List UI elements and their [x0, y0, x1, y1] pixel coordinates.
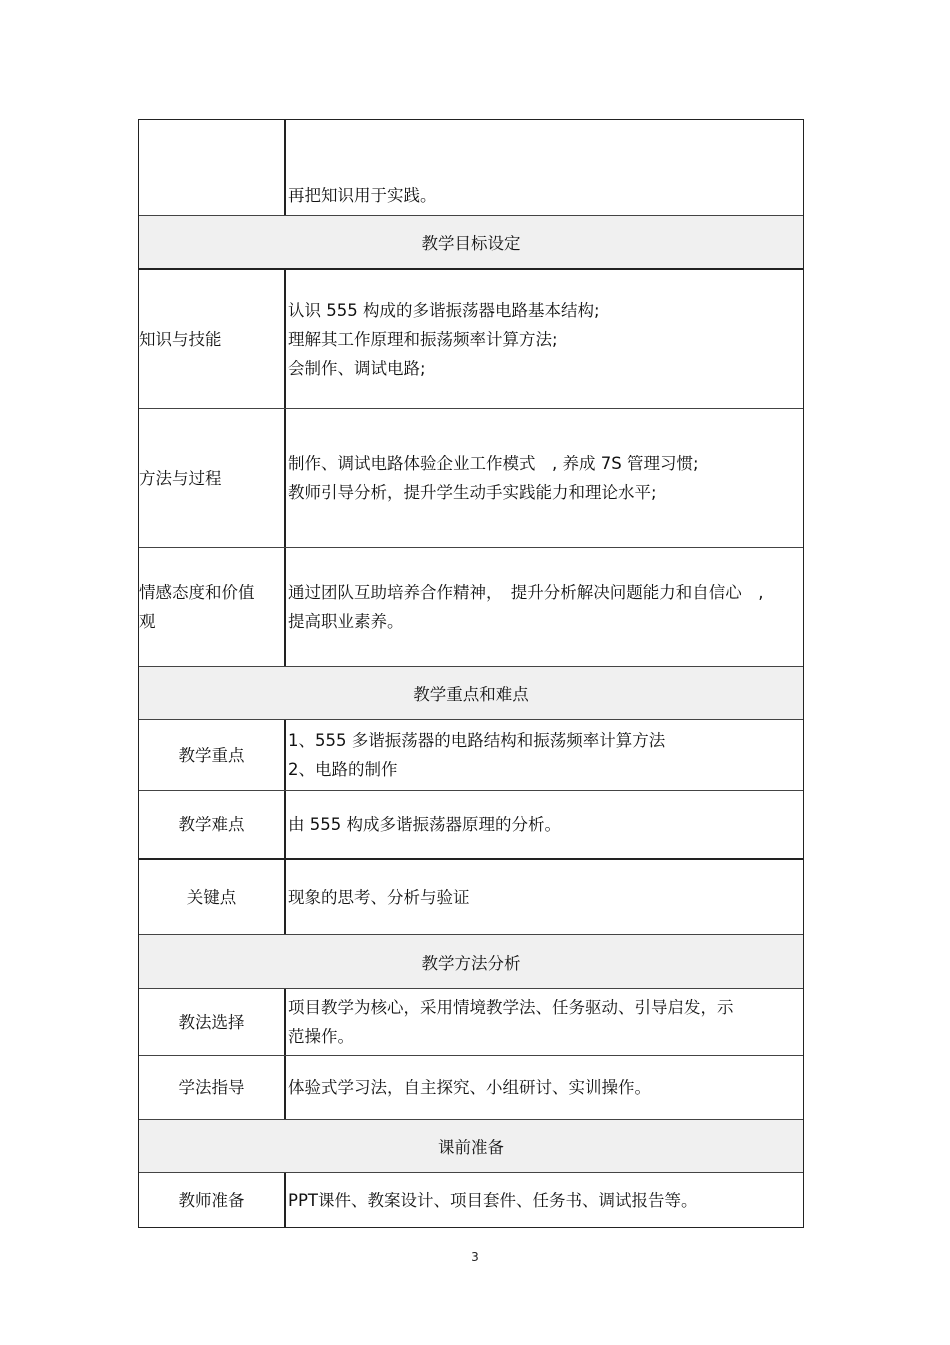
content-cell: [286, 1173, 803, 1227]
table-row-process: [139, 409, 803, 548]
row-label-cell: [139, 548, 286, 666]
row-label: 教学难点: [178, 815, 245, 834]
table-row-difficulty: [139, 791, 803, 860]
content-cell: [286, 409, 803, 547]
row-label: 关键点: [186, 887, 237, 907]
lesson-plan-table: [138, 119, 804, 1228]
row-label-cell: [139, 989, 286, 1055]
content-line: 制作、调试电路体验企业工作模式 , 养成 7S 管理习惯;: [288, 454, 699, 473]
empty-label-cell: [139, 120, 286, 215]
content-cell: [286, 548, 803, 666]
content-cell: [286, 791, 803, 858]
content-cell: [286, 720, 803, 790]
content-line: 通过团队互助培养合作精神， 提升分析解决问题能力和自信心 ,: [288, 583, 764, 602]
section-header-preparation: [139, 1120, 803, 1173]
row-label-cell: [139, 409, 286, 547]
content-cell: [286, 989, 803, 1055]
content-text: 由 555 构成多谐振荡器原理的分析。: [288, 815, 561, 834]
table-row-teaching-method: [139, 989, 803, 1056]
row-label-cell: [139, 1173, 286, 1227]
content-text: 体验式学习法，自主探究、小组研讨、实训操作。: [288, 1078, 651, 1097]
content-line: 认识 555 构成的多谐振荡器电路基本结构;: [288, 300, 600, 320]
table-row-focus: [139, 720, 803, 791]
content-text: PPT课件、教案设计、项目套件、任务书、调试报告等。: [288, 1190, 698, 1210]
content-line: 范操作。: [288, 1027, 354, 1046]
row-label-cell: [139, 270, 286, 408]
table-row-teacher-prep: [139, 1173, 803, 1227]
section-title: 教学方法分析: [421, 953, 521, 973]
content-cell: [286, 1056, 803, 1119]
section-title: 课前准备: [438, 1138, 504, 1157]
row-label: 教法选择: [178, 1012, 245, 1032]
content-line: 提高职业素养。: [288, 612, 404, 631]
row-label: 教师准备: [178, 1190, 245, 1210]
row-label-cell: [139, 1056, 286, 1119]
row-label-cell: [139, 860, 286, 934]
content-cell: [286, 860, 803, 934]
content-line: 2、电路的制作: [288, 760, 398, 779]
content-line: 理解其工作原理和振荡频率计算方法;: [288, 329, 558, 349]
section-title: 教学重点和难点: [413, 685, 529, 704]
row-label: 方法与过程: [139, 468, 222, 488]
content-cell: [286, 120, 803, 215]
table-row: [139, 120, 803, 216]
section-header-key-points: [139, 667, 803, 720]
table-row-emotion: [139, 548, 803, 667]
table-row-crux: [139, 860, 803, 935]
content-text: 现象的思考、分析与验证: [288, 887, 470, 907]
row-label-cell: [139, 720, 286, 790]
top-row-text: 再把知识用于实践。: [288, 186, 437, 205]
content-line: 1、555 多谐振荡器的电路结构和振荡频率计算方法: [288, 731, 666, 750]
row-label: 教学重点: [178, 745, 245, 765]
content-line: 教师引导分析，提升学生动手实践能力和理论水平;: [288, 483, 657, 502]
row-label-cell: [139, 791, 286, 858]
row-label-line: 观: [139, 612, 156, 631]
content-cell: [286, 270, 803, 408]
row-label: 知识与技能: [139, 329, 222, 349]
table-row-learning-method: [139, 1056, 803, 1120]
content-line: 项目教学为核心，采用情境教学法、任务驱动、引导启发，示: [288, 998, 734, 1017]
table-row-knowledge: [139, 270, 803, 409]
page-number: 3: [471, 1250, 479, 1264]
row-label: 学法指导: [178, 1078, 245, 1097]
content-line: 会制作、调试电路;: [288, 358, 426, 378]
section-header-methods: [139, 935, 803, 989]
row-label-line: 情感态度和价值: [139, 583, 255, 602]
section-title: 教学目标设定: [421, 234, 521, 253]
